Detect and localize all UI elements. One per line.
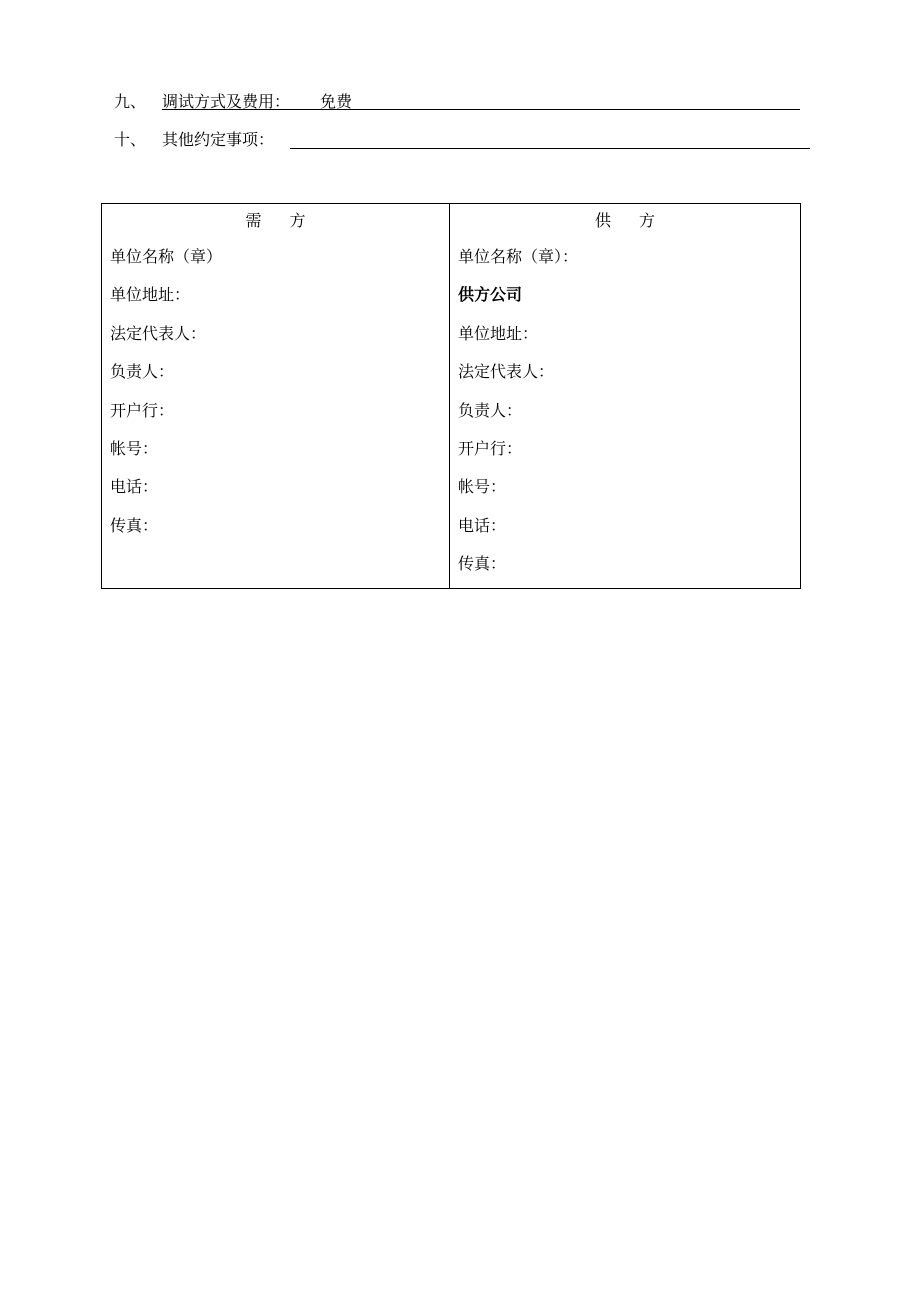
supplier-column [450, 204, 801, 589]
supplier-field-bank: 开户行： [458, 438, 523, 458]
supplier-heading-b: 方 [639, 211, 656, 230]
buyer-field-bank: 开户行： [110, 400, 175, 420]
clause-10-underline [290, 148, 810, 149]
buyer-field-fax: 传真： [110, 515, 159, 535]
buyer-fields [102, 238, 449, 545]
supplier-field-person-in-charge: 负责人： [458, 400, 523, 420]
buyer-column [102, 204, 450, 589]
supplier-heading-a: 供 [594, 211, 611, 230]
supplier-field-company-name: 单位名称（章）： [458, 247, 579, 266]
supplier-field-phone: 电话： [458, 515, 507, 535]
clause-10-label: 其他约定事项： [162, 130, 275, 149]
clause-9-underline [162, 109, 800, 110]
supplier-company-value: 供方公司 [458, 285, 523, 305]
buyer-heading-a: 需 [245, 211, 262, 230]
buyer-field-address: 单位地址： [110, 285, 191, 305]
clause-9-number: 九、 [114, 92, 147, 111]
supplier-field-account: 帐号： [458, 477, 507, 497]
clause-10-number: 十、 [114, 130, 147, 149]
buyer-field-phone: 电话： [110, 477, 159, 497]
supplier-heading [450, 204, 800, 238]
buyer-field-company-name: 单位名称（章） [110, 247, 223, 266]
signature-table [101, 203, 801, 589]
supplier-field-legal-representative: 法定代表人： [458, 362, 555, 382]
clause-9-label: 调试方式及费用： [162, 92, 291, 111]
supplier-field-address: 单位地址： [458, 323, 539, 343]
supplier-field-fax: 传真： [458, 554, 507, 574]
buyer-heading [102, 204, 449, 238]
supplier-fields [450, 238, 800, 584]
buyer-field-person-in-charge: 负责人： [110, 362, 175, 382]
buyer-field-legal-representative: 法定代表人： [110, 323, 207, 343]
buyer-heading-b: 方 [289, 211, 306, 230]
buyer-field-account: 帐号： [110, 438, 159, 458]
clause-9-value: 免费 [320, 92, 353, 111]
